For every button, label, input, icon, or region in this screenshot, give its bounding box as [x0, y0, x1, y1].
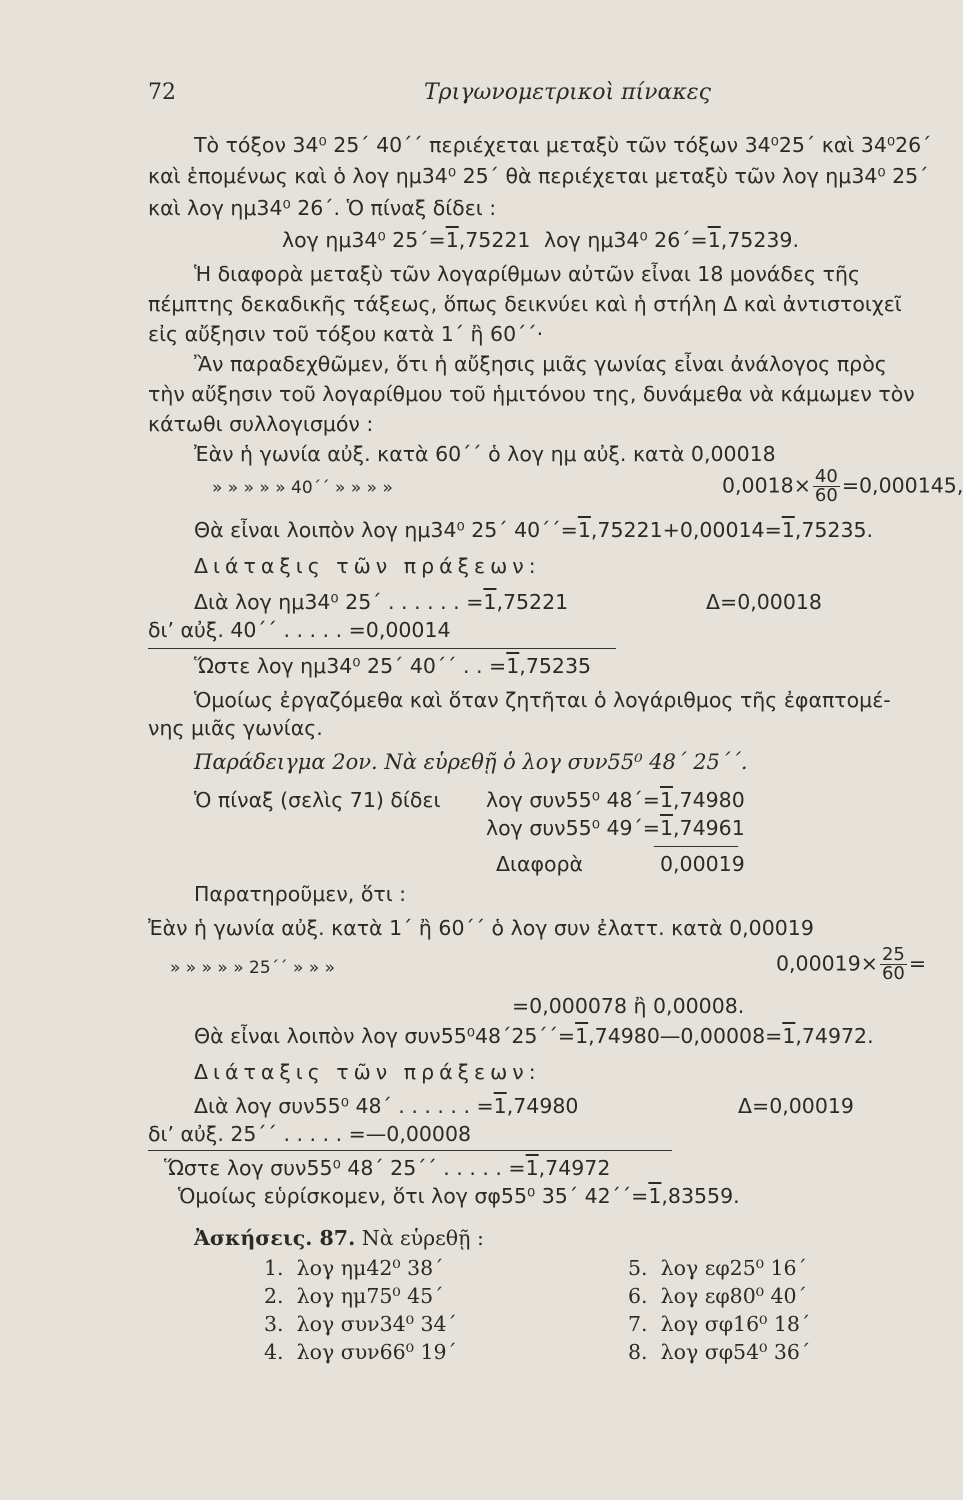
operations1-delta: Δ=0,00018: [706, 590, 822, 614]
value: ,75221: [496, 590, 569, 614]
heading-rest: Νὰ εὑρεθῇ :: [361, 1226, 484, 1250]
p3-line3: κάτωθι συλλογισμόν :: [148, 412, 374, 436]
text-mid: ,74980—0,00008=: [588, 1024, 783, 1048]
value: ,83559.: [661, 1184, 740, 1208]
mantissa: ,75239.: [720, 228, 799, 252]
p2-line1: Ἡ διαφορὰ μεταξὺ τῶν λογαρίθμων αὐτῶν εἶναι 18 μονάδες τῆς: [194, 262, 860, 286]
syllogism2-calc: [776, 946, 926, 983]
numerator: 40: [814, 466, 838, 487]
denominator: 60: [814, 485, 838, 506]
log-sin-34-26: [544, 230, 799, 251]
label: λογ ημ34⁰ 26΄=: [544, 228, 708, 252]
example2-title: Παράδειγμα 2ον. Νὰ εὑρεθῇ ὁ λογ συν55⁰ 48΄ 25΄΄.: [194, 750, 748, 774]
text: λογ σφ16⁰ 18΄: [660, 1312, 811, 1336]
operations2-row2: δι’ αὐξ. 25΄΄ . . . . . =—0,00008: [148, 1122, 472, 1146]
bar-characteristic: 1: [445, 228, 459, 252]
result: =0,000145,: [841, 473, 963, 498]
bar-characteristic: 1: [577, 518, 591, 542]
p1-line1: Τὸ τόξον 34⁰ 25΄ 40΄΄ περιέχεται μεταξὺ τῶν τόξων 34⁰25΄ καὶ 34⁰26΄: [194, 133, 932, 157]
label: Ὥστε λογ ημ34⁰ 25΄ 40΄΄ . . =: [194, 654, 507, 678]
syllogism1-calc: [722, 468, 963, 505]
difference-rule: [654, 846, 738, 847]
p2-line3: εἰς αὔξησιν τοῦ τόξου κατὰ 1΄ ἢ 60΄΄·: [148, 322, 544, 346]
p3-line2: τὴν αὔξησιν τοῦ λογαρίθμου τοῦ ἡμιτόνου της, δυνάμεθα νὰ κάμωμεν τὸν: [148, 382, 915, 406]
bar-characteristic: 1: [707, 228, 721, 252]
label: λογ συν55⁰ 49΄=: [486, 816, 660, 840]
operations2-delta: Δ=0,00019: [738, 1094, 854, 1118]
value: 0,00019×: [776, 951, 878, 976]
result: =: [908, 951, 927, 976]
p2-line2: πέμπτης δεκαδικῆς τάξεως, ὅπως δεικνύει καὶ ἡ στήλη Δ καὶ ἀντιστοιχεῖ: [148, 292, 902, 316]
exercises-heading: [194, 1228, 484, 1249]
number: 6.: [628, 1284, 648, 1308]
difference-label: Διαφορὰ: [496, 852, 584, 876]
text: λογ ημ42⁰ 38΄: [296, 1256, 444, 1280]
fraction: [813, 468, 840, 505]
example2-cos-55-48: [486, 790, 745, 811]
number: 7.: [628, 1312, 648, 1336]
exercise-7: [628, 1314, 810, 1335]
exercise-3: [264, 1314, 457, 1335]
exercise-4: [264, 1342, 457, 1363]
operations2-heading: Διάταξις τῶν πράξεων:: [194, 1060, 541, 1084]
bar-characteristic: 1: [781, 518, 795, 542]
number: 8.: [628, 1340, 648, 1364]
syllogism2-result: =0,000078 ἢ 0,00008.: [512, 994, 745, 1018]
number: 2.: [264, 1284, 284, 1308]
numerator: 25: [881, 944, 905, 965]
text: λογ συν66⁰ 19΄: [296, 1340, 457, 1364]
exercise-2: [264, 1286, 443, 1307]
syllogism1-line1: Ἐὰν ἡ γωνία αὐξ. κατὰ 60΄΄ ὁ λογ ημ αὐξ. κατὰ 0,00018: [194, 442, 776, 466]
p4-line2: νης μιᾶς γωνίας.: [148, 716, 323, 740]
mantissa: ,75221: [458, 228, 531, 252]
syllogism2-ditto: » » » » » 25΄΄ » » »: [170, 958, 336, 978]
syllogism1-ditto: » » » » » 40΄΄ » » » »: [212, 478, 393, 498]
p1-line3: καὶ λογ ημ34⁰ 26΄. Ὁ πίναξ δίδει :: [148, 196, 497, 220]
exercise-5: [628, 1258, 807, 1279]
text: Θὰ εἶναι λοιπὸν λογ συν55⁰48΄25΄΄=: [194, 1024, 576, 1048]
p1-line2: καὶ ἑπομένως καὶ ὁ λογ ημ34⁰ 25΄ θὰ περιέχεται μεταξὺ τῶν λογ ημ34⁰ 25΄: [148, 164, 929, 188]
cot-result: [178, 1186, 740, 1207]
bar-characteristic: 1: [659, 816, 674, 840]
text: λογ εφ80⁰ 40΄: [660, 1284, 807, 1308]
number: 5.: [628, 1256, 648, 1280]
sum-rule: [148, 648, 616, 649]
value: ,74972: [538, 1156, 611, 1180]
bar-characteristic: 1: [483, 590, 497, 614]
exercise-8: [628, 1342, 810, 1363]
mantissa: ,74980: [673, 788, 745, 812]
fraction: [880, 946, 907, 983]
bar-characteristic: 1: [782, 1024, 796, 1048]
text: λογ σφ54⁰ 36΄: [660, 1340, 811, 1364]
heading-label: Ἀσκήσεις. 87.: [194, 1226, 356, 1250]
label: Ὁμοίως εὑρίσκομεν, ὅτι λογ σφ55⁰ 35΄ 42΄΄=: [178, 1184, 649, 1208]
value: ,74980: [506, 1094, 579, 1118]
operations2-row1: [194, 1096, 578, 1117]
label: λογ συν55⁰ 48΄=: [486, 788, 660, 812]
bar-characteristic: 1: [493, 1094, 507, 1118]
example2-cos-55-49: [486, 818, 745, 839]
mantissa: ,74961: [673, 816, 745, 840]
text: λογ συν34⁰ 34΄: [296, 1312, 457, 1336]
text: Θὰ εἶναι λοιπὸν λογ ημ34⁰ 25΄ 40΄΄=: [194, 518, 578, 542]
syllogism1-conclusion: [194, 520, 873, 541]
syllogism2-conclusion: [194, 1026, 874, 1047]
value: ,75235: [519, 654, 592, 678]
bar-characteristic: 1: [525, 1156, 539, 1180]
bar-characteristic: 1: [506, 654, 520, 678]
p4-line1: Ὁμοίως ἐργαζόμεθα καὶ ὅταν ζητῆται ὁ λογάριθμος τῆς ἐφαπτομέ-: [194, 688, 891, 712]
bar-characteristic: 1: [648, 1184, 662, 1208]
text: λογ ημ75⁰ 45΄: [296, 1284, 444, 1308]
value: 0,0018×: [722, 473, 811, 498]
text-end: ,75235.: [794, 518, 874, 542]
syllogism2-line1: Ἐὰν ἡ γωνία αὐξ. κατὰ 1΄ ἢ 60΄΄ ὁ λογ συν ἐλαττ. κατὰ 0,00019: [148, 916, 814, 940]
operations1-row2: δι’ αὐξ. 40΄΄ . . . . . =0,00014: [148, 618, 451, 642]
number: 4.: [264, 1340, 284, 1364]
page-number: 72: [148, 80, 176, 105]
operations2-row3: [164, 1158, 610, 1179]
difference-value: 0,00019: [660, 852, 745, 876]
exercise-6: [628, 1286, 807, 1307]
text: λογ εφ25⁰ 16΄: [660, 1256, 807, 1280]
running-title: Τριγωνομετρικοὶ πίνακες: [424, 80, 711, 105]
operations1-row1: [194, 592, 568, 613]
sum-rule: [148, 1150, 672, 1151]
example2-given: Ὁ πίναξ (σελὶς 71) δίδει: [194, 788, 441, 812]
label: Ὥστε λογ συν55⁰ 48΄ 25΄΄ . . . . . =: [164, 1156, 526, 1180]
operations1-heading: Διάταξις τῶν πράξεων:: [194, 554, 541, 578]
denominator: 60: [881, 963, 905, 984]
bar-characteristic: 1: [575, 1024, 589, 1048]
number: 1.: [264, 1256, 284, 1280]
p3-line1: Ἂν παραδεχθῶμεν, ὅτι ἡ αὔξησις μιᾶς γωνίας εἶναι ἀνάλογος πρὸς: [194, 352, 887, 376]
text-mid: ,75221+0,00014=: [590, 518, 782, 542]
label: Διὰ λογ συν55⁰ 48΄ . . . . . . =: [194, 1094, 494, 1118]
log-sin-34-25: [282, 230, 530, 251]
exercise-1: [264, 1258, 443, 1279]
text-end: ,74972.: [795, 1024, 874, 1048]
observe-text: Παρατηροῦμεν, ὅτι :: [194, 882, 407, 906]
number: 3.: [264, 1312, 284, 1336]
label: λογ ημ34⁰ 25΄=: [282, 228, 446, 252]
label: Διὰ λογ ημ34⁰ 25΄ . . . . . . =: [194, 590, 484, 614]
bar-characteristic: 1: [659, 788, 674, 812]
operations1-row3: [194, 656, 591, 677]
